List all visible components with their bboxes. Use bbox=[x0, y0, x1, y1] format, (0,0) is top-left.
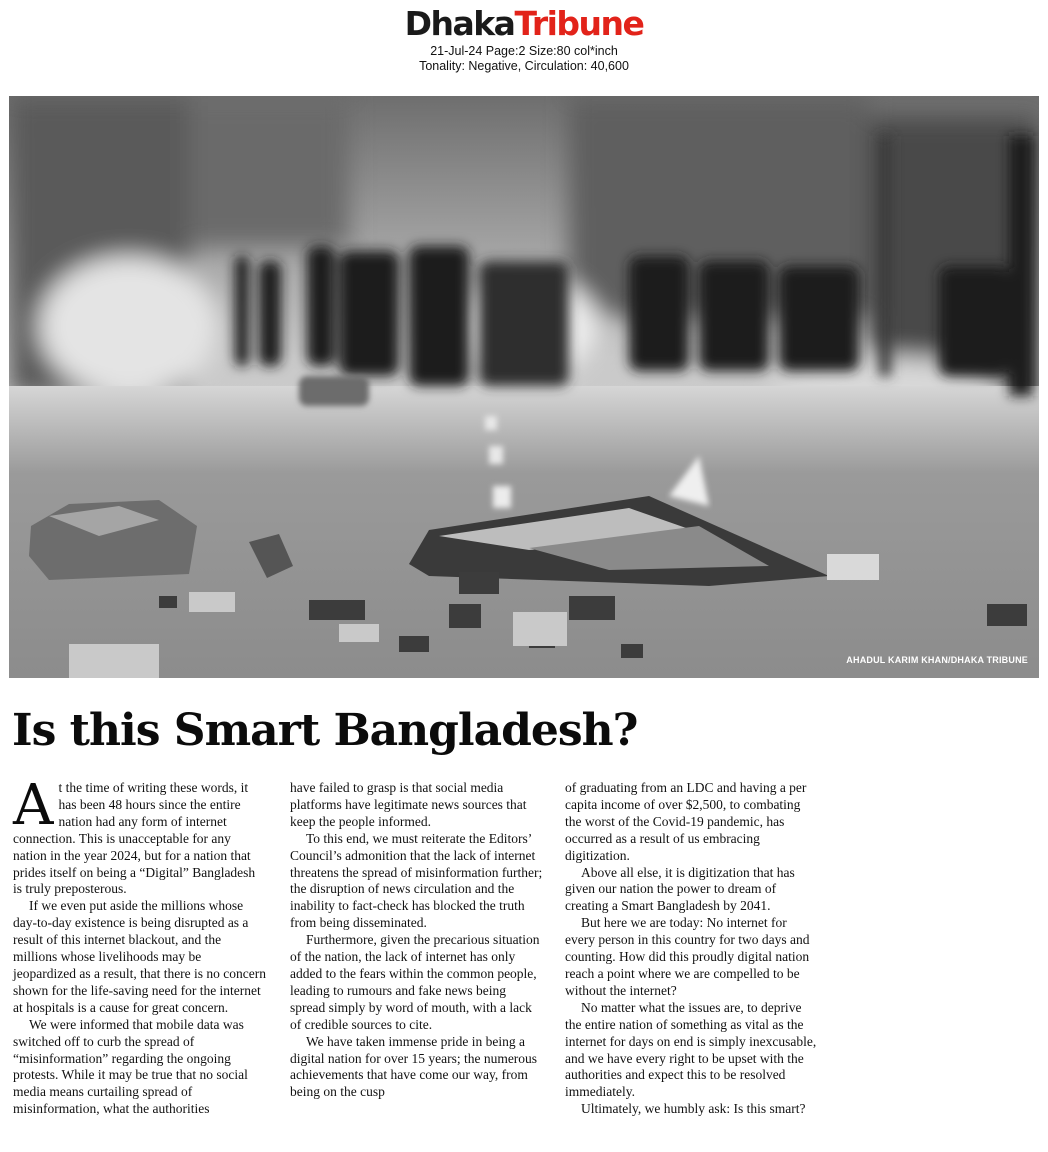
paragraph: Ultimately, we humbly ask: Is this smart? bbox=[581, 1101, 806, 1117]
paragraph: We were informed that mobile data was switched off to curb the spread of “misinformation” regarding the ongoing protests. While it may be true that no social media means curtailing spread of misinformation, what the authorities bbox=[13, 1016, 248, 1117]
paragraph: To this end, we must reiterate the Editors’ Council’s admonition that the lack of internet threatens the spread of misinformation further; the disruption of news circulation and the inability to fact-check has blocked the truth from being disseminated. bbox=[290, 830, 543, 931]
protest-scene-illustration bbox=[9, 96, 1039, 678]
paragraph: No matter what the issues are, to deprive the entire nation of something as vital as the internet for days on end is simply inexcusable, and we have every right to be upset with the authorities and expect this to be resolved immediately. bbox=[565, 999, 817, 1100]
paragraph: But here we are today: No internet for every person in this country for two days and counting. How did this proudly digital nation reach a point where we are compelled to be without the internet? bbox=[565, 915, 810, 998]
masthead bbox=[0, 4, 1048, 74]
headline: Is this Smart Bangladesh? bbox=[12, 705, 638, 756]
paragraph: have failed to grasp is that social media platforms have legitimate news sources that keep the people informed. bbox=[290, 780, 527, 829]
paragraph: Above all else, it is digitization that has given our nation the power to dream of creating a Smart Bangladesh by 2041. bbox=[565, 864, 795, 914]
paragraph: If we even put aside the millions whose day-to-day existence is being disrupted as a result of this internet blackout, and the millions whose livelihoods may be jeopardized as a result, that there is no concern shown for the life-saving need for the internet at hospitals is a cause for great concern. bbox=[13, 898, 267, 1015]
protest-photo bbox=[9, 96, 1039, 678]
article-column-3 bbox=[565, 780, 819, 1118]
clipping-meta-tonality: Tonality: Negative, Circulation: 40,600 bbox=[419, 59, 629, 73]
paragraph: At the time of writing these words, it has been 48 hours since the entire nation had any form of internet connection. This is unacceptable for any nation in the year 2024, but for a nation that prides itself on being a “Digital” Bangladesh is truly preposterous. bbox=[13, 773, 256, 897]
paragraph: of graduating from an LDC and having a per capita income of over $2,500, to combating the worst of the Covid-19 pandemic, has occurred as a result of us embracing digitization. bbox=[565, 780, 807, 863]
article-column-2 bbox=[290, 780, 544, 1101]
paragraph: Furthermore, given the precarious situation of the nation, the lack of internet has only added to the fears within the common people, leading to rumours and fake news being spread simply by word of mouth, with a lack of credible sources to cite. bbox=[290, 932, 540, 1032]
paragraph: We have taken immense pride in being a digital nation for over 15 years; the numerous achievements that have come our way, from being on the cusp bbox=[290, 1033, 538, 1100]
photo-credit: AHADUL KARIM KHAN/DHAKA TRIBUNE bbox=[846, 655, 1028, 665]
article-column-1 bbox=[13, 773, 267, 1118]
drop-cap: A bbox=[13, 773, 54, 838]
brand-logo: DhakaTribune bbox=[404, 4, 644, 43]
clipping-meta-date: 21-Jul-24 Page:2 Size:80 col*inch bbox=[430, 44, 618, 58]
